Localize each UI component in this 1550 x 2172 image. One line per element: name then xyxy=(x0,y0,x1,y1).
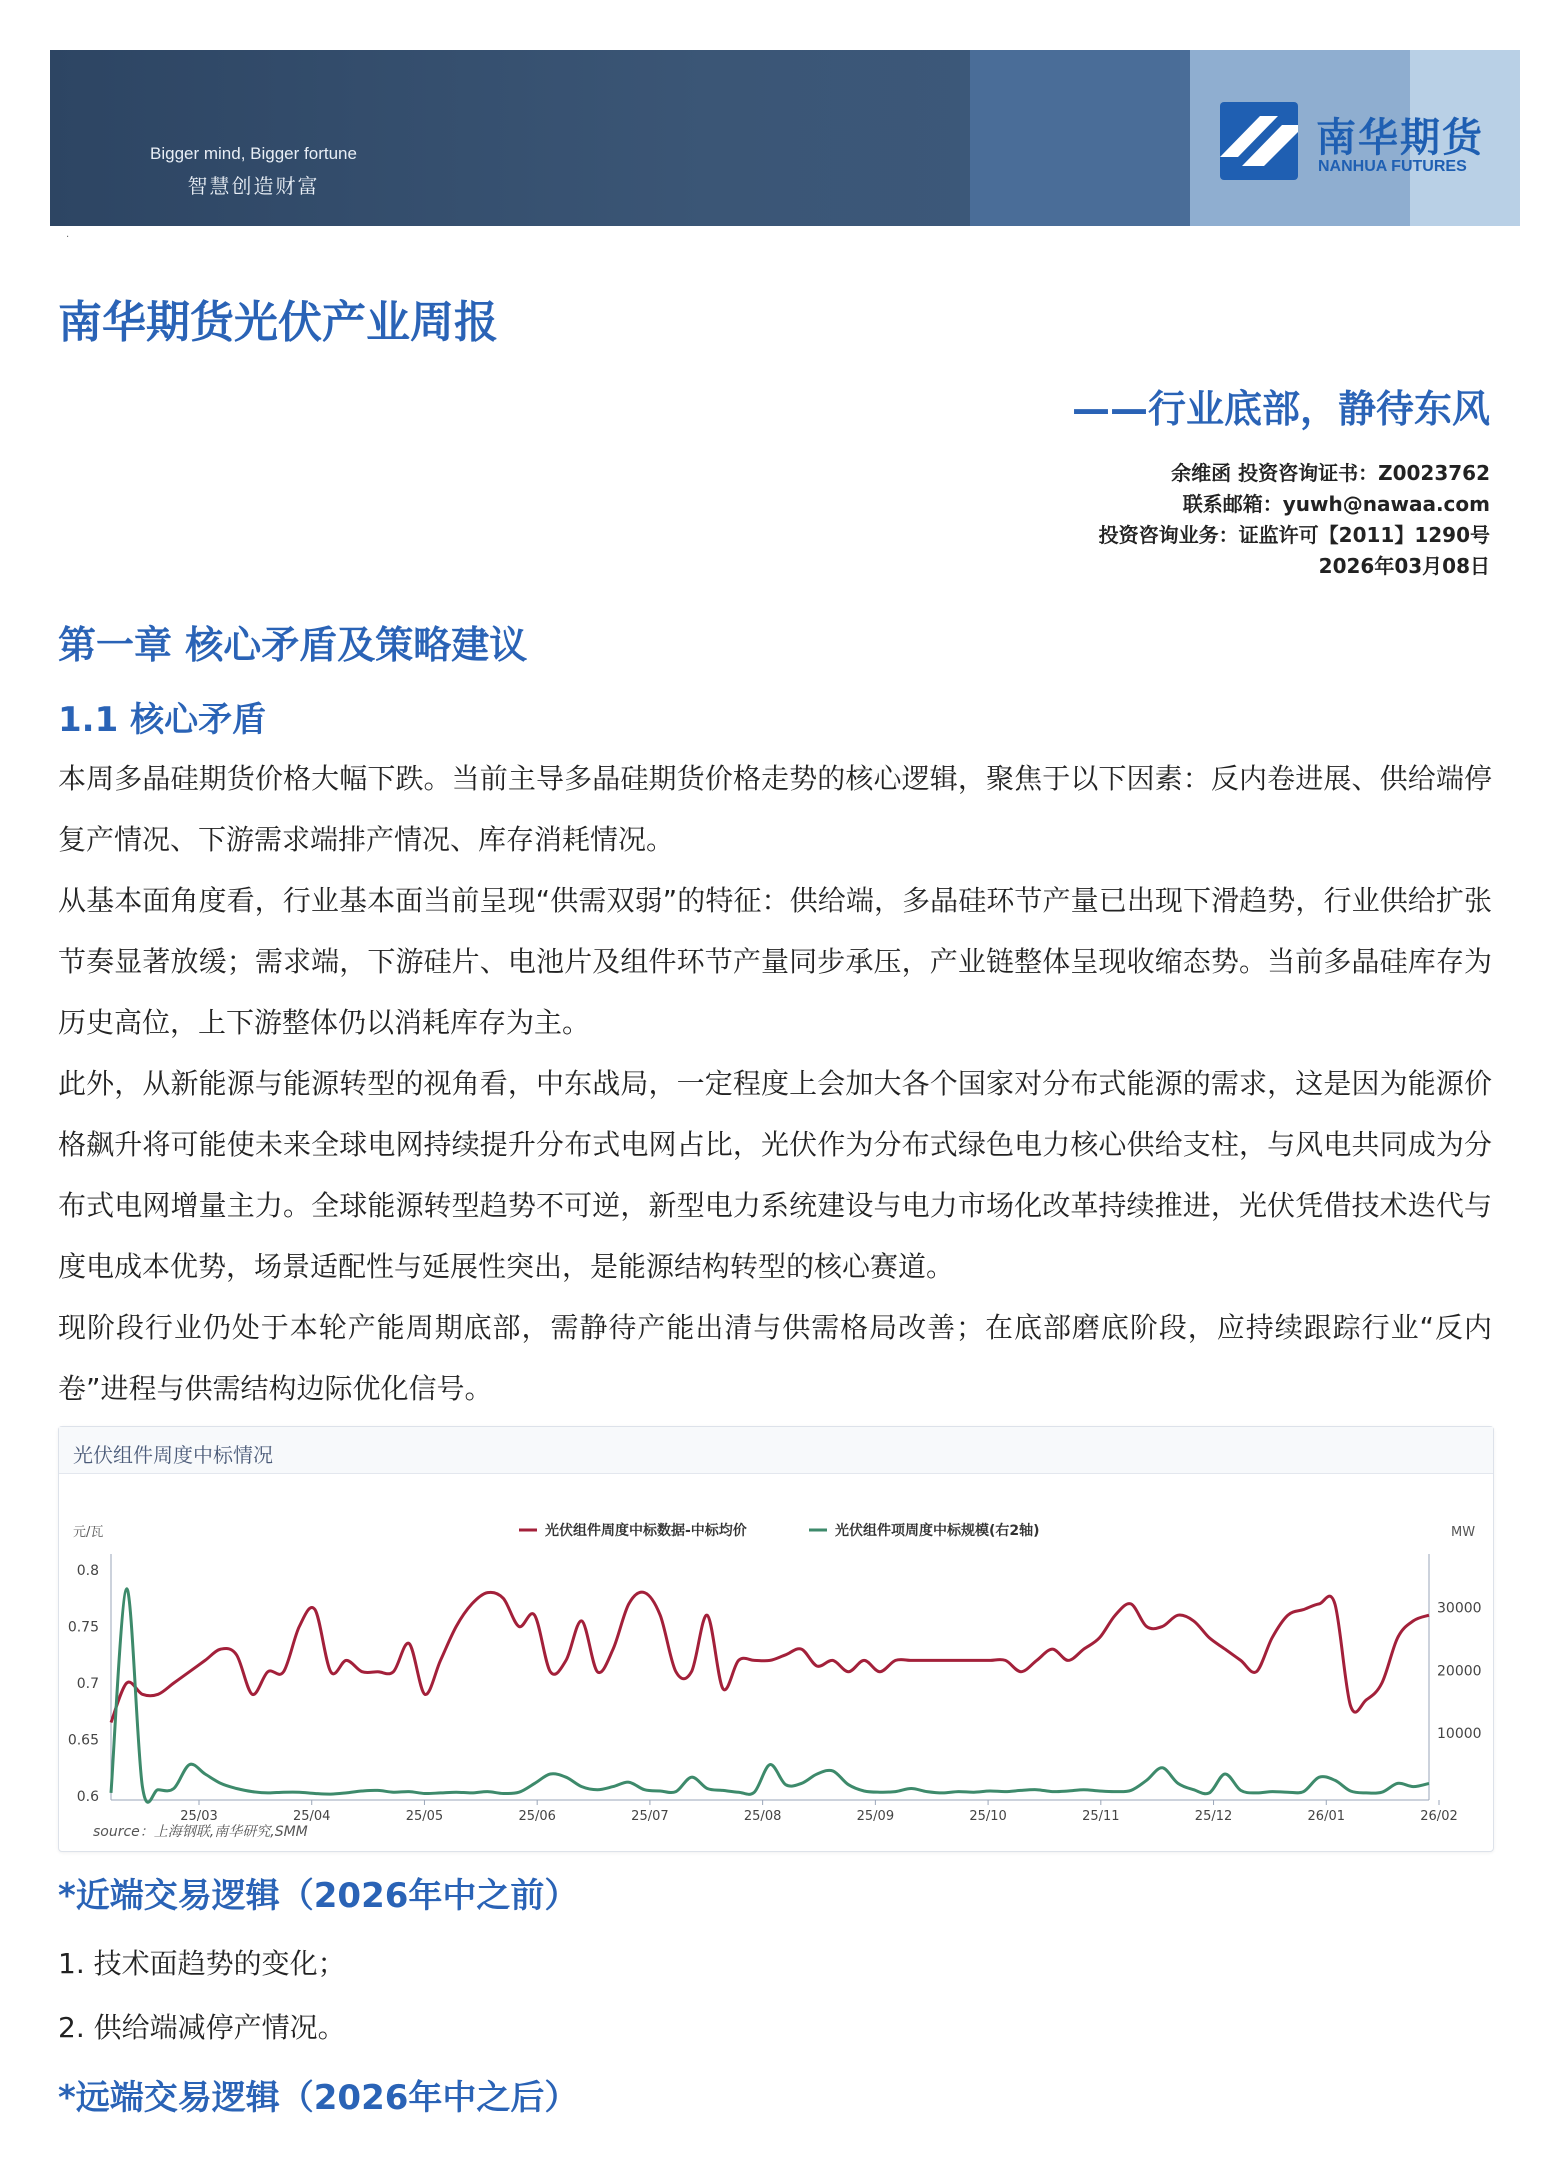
x-tick-label: 25/09 xyxy=(856,1809,895,1824)
report-title: 南华期货光伏产业周报 xyxy=(58,297,498,348)
report-subtitle: ——行业底部，静待东风 xyxy=(1071,387,1490,431)
paragraph: 此外，从新能源与能源转型的视角看，中东战局，一定程度上会加大各个国家对分布式能源的需求，这是因为能源价格飙升将可能使未来全球电网持续提升分布式电网占比，光伏作为分布式绿色电力核心供给支柱，与风电共同成为分布式电网增量主力。全球能源转型趋势不可逆，新型电力系统建设与电力市场化改革持续推进，光伏凭借技术迭代与度电成本优势，场景适配性与延展性突出，是能源结构转型的核心赛道。 xyxy=(58,1067,1492,1283)
x-tick-label: 25/04 xyxy=(292,1809,331,1824)
slogan-cn: 智慧创造财富 xyxy=(187,174,320,198)
paragraph: 现阶段行业仍处于本轮产能周期底部，需静待产能出清与供需格局改善；在底部磨底阶段，应持续跟踪行业“反内卷”进程与供需结构边际优化信号。 xyxy=(58,1311,1492,1405)
x-tick-label: 25/10 xyxy=(969,1809,1007,1824)
x-tick-label: 26/02 xyxy=(1420,1809,1458,1824)
banner-band xyxy=(970,50,1190,226)
y-right-tick-label: 10000 xyxy=(1437,1726,1482,1743)
chart-source: source：上海钢联,南华研究,SMM xyxy=(93,1824,308,1840)
logo-text-cn: 南华期货 xyxy=(1316,115,1484,161)
logo-text-en: NANHUA FUTURES xyxy=(1318,158,1467,175)
paragraph: 本周多晶硅期货价格大幅下跌。当前主导多晶硅期货价格走势的核心逻辑，聚焦于以下因素：反内卷进展、供给端停复产情况、下游需求端排产情况、库存消耗情况。 xyxy=(58,762,1492,856)
near-term-item: 1. 技术面趋势的变化； xyxy=(58,1947,346,1980)
chart-header xyxy=(59,1427,1493,1474)
x-tick-label: 25/11 xyxy=(1082,1809,1120,1824)
y-right-tick-label: 30000 xyxy=(1437,1600,1482,1617)
x-tick-label: 25/05 xyxy=(405,1809,444,1824)
x-tick-label: 25/07 xyxy=(631,1809,669,1824)
report-date: 2026年03月08日 xyxy=(1318,554,1490,578)
x-tick-label: 26/01 xyxy=(1307,1809,1346,1824)
company-logo xyxy=(1220,102,1510,182)
logo-icon xyxy=(1220,102,1298,180)
chart-title: 光伏组件周度中标情况 xyxy=(73,1443,273,1467)
line-chart xyxy=(59,1474,1493,1850)
near-term-heading: *近端交易逻辑（2026年中之前） xyxy=(58,1876,579,1916)
y-left-tick-label: 0.75 xyxy=(67,1619,99,1636)
paragraph: 从基本面角度看，行业基本面当前呈现“供需双弱”的特征：供给端，多晶硅环节产量已出现下滑趋势，行业供给扩张节奏显著放缓；需求端，下游硅片、电池片及组件环节产量同步承压，产业链整体呈现收缩态势。当前多晶硅库存为历史高位，上下游整体仍以消耗库存为主。 xyxy=(58,884,1492,1039)
body-text xyxy=(58,748,1492,1419)
y-right-tick-label: 20000 xyxy=(1437,1663,1482,1680)
series-line-1 xyxy=(111,1592,1429,1722)
x-tick-label: 25/12 xyxy=(1194,1809,1233,1824)
section-heading: 1.1 核心矛盾 xyxy=(58,700,267,740)
series-line-2 xyxy=(111,1589,1429,1802)
legend-label: 光伏组件项周度中标规模(右2轴) xyxy=(835,1523,1040,1539)
right-axis-unit: MW xyxy=(1451,1525,1476,1540)
slogan xyxy=(150,144,357,199)
header-banner xyxy=(50,50,1520,226)
author-line: 余维函 投资咨询证书：Z0023762 xyxy=(1171,461,1490,485)
y-left-tick-label: 0.8 xyxy=(76,1563,99,1579)
near-term-item: 2. 供给端减停产情况。 xyxy=(58,2011,346,2044)
left-axis-unit: 元/瓦 xyxy=(73,1525,104,1540)
x-tick-label: 25/08 xyxy=(743,1809,782,1824)
y-left-tick-label: 0.65 xyxy=(67,1732,99,1749)
page-mark: · xyxy=(66,232,70,243)
y-left-tick-label: 0.7 xyxy=(76,1676,99,1692)
x-tick-label: 25/06 xyxy=(518,1809,556,1824)
y-left-tick-label: 0.6 xyxy=(76,1789,99,1805)
email-line: 联系邮箱：yuwh@nawaa.com xyxy=(1182,492,1490,516)
chapter-heading: 第一章 核心矛盾及策略建议 xyxy=(58,623,528,667)
author-info xyxy=(1099,458,1490,582)
chart-card xyxy=(58,1426,1494,1852)
slogan-en: Bigger mind, Bigger fortune xyxy=(150,144,357,163)
x-tick-label: 25/03 xyxy=(180,1809,218,1824)
license-line: 投资咨询业务：证监许可【2011】1290号 xyxy=(1098,523,1490,547)
legend-label: 光伏组件周度中标数据-中标均价 xyxy=(545,1523,747,1539)
far-term-heading: *远端交易逻辑（2026年中之后） xyxy=(58,2078,579,2118)
